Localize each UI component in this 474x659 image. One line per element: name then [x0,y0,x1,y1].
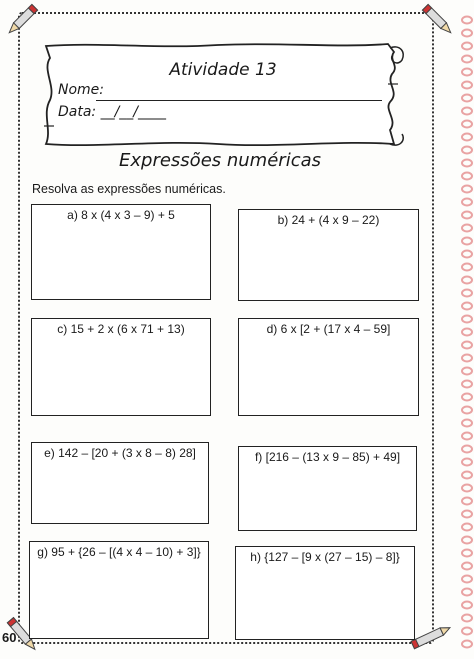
spiral-ring [462,589,472,596]
spiral-ring [462,576,472,583]
spiral-ring [462,108,472,115]
exercise-text-e: e) 142 – [20 + (3 x 8 – 8) 28] [44,446,196,460]
spiral-ring [462,264,472,271]
name-label: Nome: [58,82,105,98]
exercise-box-c [31,318,211,416]
spiral-ring [462,407,472,414]
spiral-ring [462,394,472,401]
activity-title: Atividade 13 [169,60,277,80]
spiral-ring [462,433,472,440]
spiral-ring [462,56,472,63]
spiral-ring [462,316,472,323]
spiral-ring [462,30,472,37]
spiral-ring [462,628,472,635]
spiral-binding [458,0,474,659]
spiral-ring [462,602,472,609]
spiral-ring [462,277,472,284]
spiral-ring [462,368,472,375]
spiral-ring [462,498,472,505]
spiral-ring [462,446,472,453]
spiral-ring [462,160,472,167]
spiral-ring [462,472,472,479]
spiral-ring [462,134,472,141]
spiral-ring [462,186,472,193]
spiral-ring [462,17,472,24]
spiral-ring [462,381,472,388]
spiral-ring [462,511,472,518]
exercise-text-a: a) 8 x (4 x 3 – 9) + 5 [67,208,175,222]
spiral-ring [462,615,472,622]
exercise-box-e [31,442,209,524]
spiral-ring [462,550,472,557]
spiral-ring [462,69,472,76]
spiral-ring [462,459,472,466]
page-number: 60 [2,630,17,645]
name-line [96,100,382,101]
exercise-box-a [31,204,211,300]
exercise-box-d [238,318,419,416]
pencil-icon-top-left [2,0,42,40]
spiral-ring [462,329,472,336]
spiral-ring [462,173,472,180]
spiral-ring [462,524,472,531]
spiral-ring [462,342,472,349]
exercise-text-b: b) 24 + (4 x 9 – 22) [277,213,380,227]
spiral-ring [462,485,472,492]
section-title: Expressões numéricas [119,150,321,171]
spiral-ring [462,563,472,570]
spiral-ring [462,355,472,362]
spiral-ring [462,82,472,89]
spiral-ring [462,43,472,50]
spiral-ring [462,121,472,128]
spiral-ring [462,290,472,297]
spiral-ring [462,199,472,206]
exercise-box-g [29,541,209,639]
spiral-ring [462,303,472,310]
exercise-box-b [238,209,419,301]
exercise-text-d: d) 6 x [2 + (17 x 4 – 59] [266,322,391,336]
instructions: Resolva as expressões numéricas. [32,182,226,196]
spiral-ring [462,641,472,648]
exercise-text-f: f) [216 – (13 x 9 – 85) + 49] [254,450,401,464]
spiral-ring [462,251,472,258]
date-field [58,104,166,120]
spiral-ring [462,147,472,154]
spiral-ring [462,537,472,544]
spiral-ring [462,420,472,427]
exercise-box-f [238,446,417,531]
spiral-ring [462,225,472,232]
spiral-ring [462,238,472,245]
exercise-text-g: g) 95 + {26 – [(4 x 4 – 10) + 3]} [37,545,201,559]
exercise-text-c: c) 15 + 2 x (6 x 71 + 13) [57,322,185,336]
spiral-ring [462,95,472,102]
date-label: Data: __/__/____ [58,104,167,120]
exercise-box-h [235,546,415,640]
pencil-icon-top-right [418,0,458,40]
spiral-ring [462,212,472,219]
exercise-text-h: h) {127 – [9 x (27 – 15) – 8]} [250,550,400,564]
name-field [58,82,104,98]
